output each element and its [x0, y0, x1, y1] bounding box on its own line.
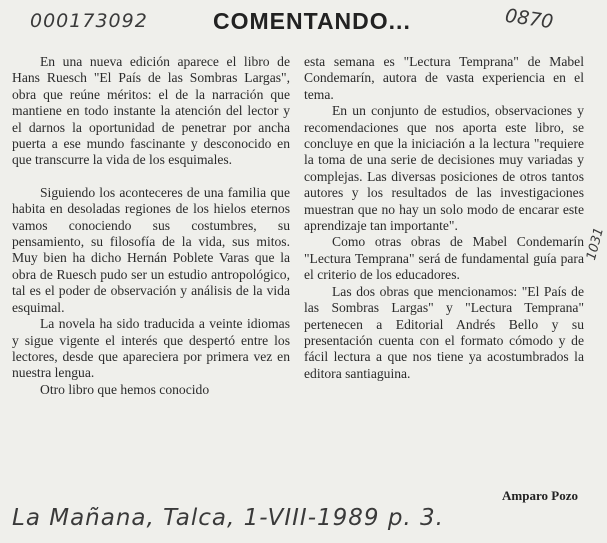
- left-paragraph-4: Otro libro que hemos conocido: [40, 381, 210, 397]
- right-paragraph-4: Las dos obras que mencionamos: "El País de las Sombras Largas" y "Lectura Temprana" pertenecen a Editorial Andrés Bello y su presentación cuenta con el formato cómodo y de fácil lectura a que nos tiene ya acostumbrados la editora santiaguina.: [304, 283, 584, 381]
- left-paragraph-3: La novela ha sido traducida a veinte idiomas y sigue vigente el interés que despertó entre los lectores, desde que apareciera por primera vez en nuestra lengua.: [12, 316, 290, 381]
- archive-id-handwritten: 000173092: [30, 10, 148, 32]
- left-column: [12, 54, 290, 398]
- source-note-handwritten: La Mañana, Talca, 1-VIII-1989 p. 3.: [12, 505, 444, 531]
- right-paragraph-3: Como otras obras de Mabel Condemarín "Lectura Temprana" será de fundamental guía para el criterio de los educadores.: [304, 234, 584, 283]
- margin-note-handwritten: 1031: [584, 226, 607, 262]
- archive-code-handwritten: 0870: [503, 4, 555, 34]
- left-paragraph-1: En una nueva edición aparece el libro de Hans Ruesch "El País de las Sombras Largas", obra que reúne méritos: el de la narración que mantiene en todo instante la atención del lector y el darnos la oportunidad de penetrar por ancha puerta a ese mundo fascinante y desconocido en que transcurre la vida de los esquimales.: [12, 54, 290, 168]
- right-column: [304, 54, 584, 382]
- right-paragraph-2: En un conjunto de estudios, observaciones y recomendaciones que nos aporta este libro, se concluye en que la iniciación a la lectura "requiere la toma de una serie de decisiones muy variadas y complejas. Las diversas posiciones de otros tantos autores y los resultados de las investigaciones muestran que no hay un solo modo de encarar este aprendizaje tan importante".: [304, 103, 584, 234]
- author-byline: Amparo Pozo: [502, 488, 578, 503]
- headline: COMENTANDO...: [213, 8, 411, 34]
- right-paragraph-1: esta semana es "Lectura Temprana" de Mabel Condemarín, autora de vasta experiencia en el tema.: [304, 54, 584, 102]
- left-paragraph-2: Siguiendo los aconteceres de una familia que habita en desoladas regiones de los hielos eternos vamos conociendo sus costumbres, su pensamiento, su filosofía de la vida, sus mitos. Muy bien ha dicho Hernán Poblete Varas que la obra de Ruesch pudo ser un estudio antropológico, tal es el poder de observación y análisis de la vida esquimal.: [12, 184, 290, 315]
